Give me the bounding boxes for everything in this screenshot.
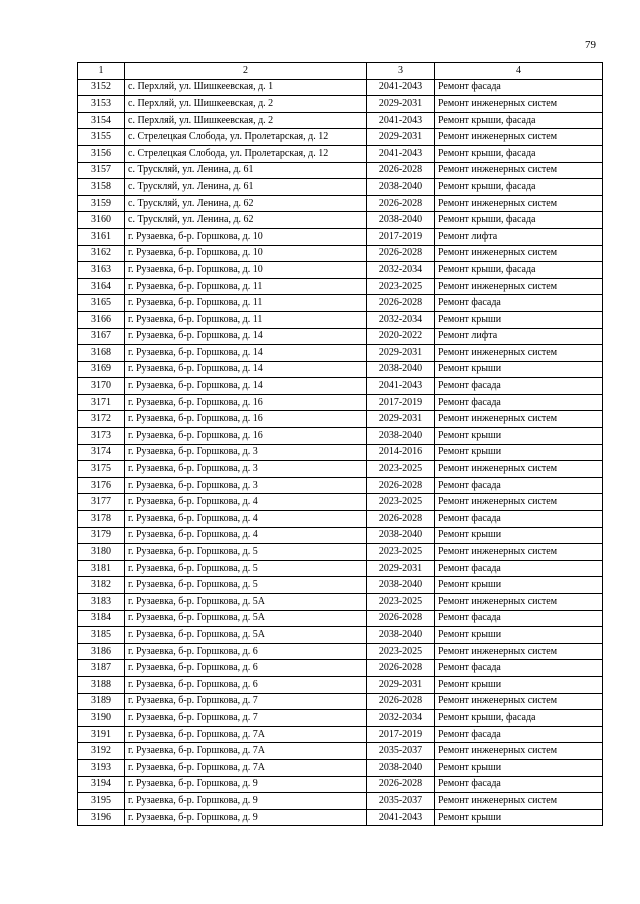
address-cell: г. Рузаевка, б-р. Горшкова, д. 16: [125, 428, 367, 445]
address-cell: г. Рузаевка, б-р. Горшкова, д. 7А: [125, 726, 367, 743]
address-cell: г. Рузаевка, б-р. Горшкова, д. 5А: [125, 610, 367, 627]
period-cell: 2017-2019: [367, 228, 435, 245]
table-row: [78, 477, 603, 494]
period-cell: 2038-2040: [367, 577, 435, 594]
row-number: 3188: [78, 676, 125, 693]
work-type-cell: Ремонт крыши: [435, 577, 603, 594]
period-cell: 2026-2028: [367, 477, 435, 494]
address-cell: г. Рузаевка, б-р. Горшкова, д. 7: [125, 693, 367, 710]
table-row: [78, 328, 603, 345]
period-cell: 2032-2034: [367, 262, 435, 279]
address-cell: г. Рузаевка, б-р. Горшкова, д. 14: [125, 361, 367, 378]
table-row: [78, 245, 603, 262]
row-number: 3169: [78, 361, 125, 378]
address-cell: г. Рузаевка, б-р. Горшкова, д. 10: [125, 228, 367, 245]
period-cell: 2023-2025: [367, 643, 435, 660]
address-cell: с. Стрелецкая Слобода, ул. Пролетарская, д. 12: [125, 129, 367, 146]
period-cell: 2041-2043: [367, 112, 435, 129]
table-row: [78, 594, 603, 611]
address-cell: г. Рузаевка, б-р. Горшкова, д. 5: [125, 560, 367, 577]
table-row: [78, 577, 603, 594]
address-cell: с. Перхляй, ул. Шишкеевская, д. 1: [125, 79, 367, 96]
work-type-cell: Ремонт инженерных систем: [435, 594, 603, 611]
row-number: 3193: [78, 759, 125, 776]
period-cell: 2041-2043: [367, 79, 435, 96]
work-type-cell: Ремонт крыши, фасада: [435, 112, 603, 129]
row-number: 3170: [78, 378, 125, 395]
address-cell: г. Рузаевка, б-р. Горшкова, д. 14: [125, 345, 367, 362]
table-row: [78, 145, 603, 162]
period-cell: 2029-2031: [367, 411, 435, 428]
table-row: [78, 361, 603, 378]
work-type-cell: Ремонт крыши: [435, 676, 603, 693]
row-number: 3182: [78, 577, 125, 594]
work-type-cell: Ремонт фасада: [435, 394, 603, 411]
address-cell: г. Рузаевка, б-р. Горшкова, д. 14: [125, 328, 367, 345]
row-number: 3155: [78, 129, 125, 146]
table-row: [78, 345, 603, 362]
address-cell: г. Рузаевка, б-р. Горшкова, д. 9: [125, 809, 367, 826]
row-number: 3194: [78, 776, 125, 793]
table-row: [78, 428, 603, 445]
address-cell: г. Рузаевка, б-р. Горшкова, д. 16: [125, 394, 367, 411]
row-number: 3163: [78, 262, 125, 279]
address-cell: г. Рузаевка, б-р. Горшкова, д. 10: [125, 262, 367, 279]
period-cell: 2026-2028: [367, 511, 435, 528]
row-number: 3154: [78, 112, 125, 129]
repair-schedule-table: [77, 62, 603, 826]
row-number: 3185: [78, 627, 125, 644]
table-row: [78, 809, 603, 826]
column-header-work-type: 4: [435, 63, 603, 80]
row-number: 3180: [78, 544, 125, 561]
row-number: 3158: [78, 179, 125, 196]
work-type-cell: Ремонт крыши: [435, 361, 603, 378]
address-cell: г. Рузаевка, б-р. Горшкова, д. 9: [125, 793, 367, 810]
period-cell: 2026-2028: [367, 776, 435, 793]
row-number: 3181: [78, 560, 125, 577]
row-number: 3176: [78, 477, 125, 494]
address-cell: г. Рузаевка, б-р. Горшкова, д. 4: [125, 511, 367, 528]
row-number: 3153: [78, 96, 125, 113]
period-cell: 2032-2034: [367, 710, 435, 727]
row-number: 3172: [78, 411, 125, 428]
work-type-cell: Ремонт инженерных систем: [435, 793, 603, 810]
address-cell: г. Рузаевка, б-р. Горшкова, д. 16: [125, 411, 367, 428]
table-row: [78, 643, 603, 660]
work-type-cell: Ремонт крыши: [435, 759, 603, 776]
period-cell: 2041-2043: [367, 378, 435, 395]
work-type-cell: Ремонт инженерных систем: [435, 129, 603, 146]
work-type-cell: Ремонт инженерных систем: [435, 162, 603, 179]
period-cell: 2026-2028: [367, 162, 435, 179]
period-cell: 2017-2019: [367, 726, 435, 743]
address-cell: с. Стрелецкая Слобода, ул. Пролетарская, д. 12: [125, 145, 367, 162]
row-number: 3178: [78, 511, 125, 528]
row-number: 3166: [78, 311, 125, 328]
period-cell: 2029-2031: [367, 96, 435, 113]
table-row: [78, 311, 603, 328]
address-cell: г. Рузаевка, б-р. Горшкова, д. 5А: [125, 627, 367, 644]
period-cell: 2041-2043: [367, 145, 435, 162]
column-header-number: 1: [78, 63, 125, 80]
work-type-cell: Ремонт инженерных систем: [435, 195, 603, 212]
table-row: [78, 511, 603, 528]
work-type-cell: Ремонт фасада: [435, 726, 603, 743]
address-cell: с. Перхляй, ул. Шишкеевская, д. 2: [125, 96, 367, 113]
row-number: 3175: [78, 461, 125, 478]
period-cell: 2029-2031: [367, 345, 435, 362]
table-row: [78, 776, 603, 793]
work-type-cell: Ремонт фасада: [435, 295, 603, 312]
table-row: [78, 759, 603, 776]
work-type-cell: Ремонт инженерных систем: [435, 345, 603, 362]
table-row: [78, 278, 603, 295]
table-row: [78, 112, 603, 129]
table-row: [78, 660, 603, 677]
period-cell: 2023-2025: [367, 594, 435, 611]
table-row: [78, 627, 603, 644]
table-row: [78, 743, 603, 760]
period-cell: 2026-2028: [367, 610, 435, 627]
address-cell: г. Рузаевка, б-р. Горшкова, д. 7А: [125, 743, 367, 760]
row-number: 3159: [78, 195, 125, 212]
work-type-cell: Ремонт инженерных систем: [435, 544, 603, 561]
address-cell: с. Трускляй, ул. Ленина, д. 62: [125, 212, 367, 229]
table-row: [78, 394, 603, 411]
work-type-cell: Ремонт фасада: [435, 79, 603, 96]
row-number: 3165: [78, 295, 125, 312]
table-body: [78, 79, 603, 826]
work-type-cell: Ремонт инженерных систем: [435, 278, 603, 295]
table-row: [78, 710, 603, 727]
page-number: 79: [585, 39, 596, 51]
table-row: [78, 262, 603, 279]
period-cell: 2026-2028: [367, 245, 435, 262]
period-cell: 2038-2040: [367, 627, 435, 644]
row-number: 3195: [78, 793, 125, 810]
row-number: 3156: [78, 145, 125, 162]
row-number: 3196: [78, 809, 125, 826]
table-row: [78, 527, 603, 544]
address-cell: с. Трускляй, ул. Ленина, д. 61: [125, 179, 367, 196]
row-number: 3168: [78, 345, 125, 362]
work-type-cell: Ремонт инженерных систем: [435, 693, 603, 710]
work-type-cell: Ремонт крыши, фасада: [435, 262, 603, 279]
table-row: [78, 162, 603, 179]
period-cell: 2038-2040: [367, 428, 435, 445]
work-type-cell: Ремонт лифта: [435, 228, 603, 245]
address-cell: г. Рузаевка, б-р. Горшкова, д. 11: [125, 278, 367, 295]
period-cell: 2017-2019: [367, 394, 435, 411]
work-type-cell: Ремонт крыши: [435, 809, 603, 826]
row-number: 3187: [78, 660, 125, 677]
work-type-cell: Ремонт фасада: [435, 378, 603, 395]
work-type-cell: Ремонт крыши, фасада: [435, 212, 603, 229]
table-row: [78, 461, 603, 478]
row-number: 3157: [78, 162, 125, 179]
row-number: 3164: [78, 278, 125, 295]
table-row: [78, 494, 603, 511]
period-cell: 2035-2037: [367, 793, 435, 810]
period-cell: 2038-2040: [367, 212, 435, 229]
period-cell: 2032-2034: [367, 311, 435, 328]
work-type-cell: Ремонт крыши, фасада: [435, 145, 603, 162]
period-cell: 2014-2016: [367, 444, 435, 461]
row-number: 3184: [78, 610, 125, 627]
period-cell: 2020-2022: [367, 328, 435, 345]
table-row: [78, 129, 603, 146]
row-number: 3179: [78, 527, 125, 544]
work-type-cell: Ремонт лифта: [435, 328, 603, 345]
work-type-cell: Ремонт фасада: [435, 660, 603, 677]
row-number: 3177: [78, 494, 125, 511]
period-cell: 2026-2028: [367, 295, 435, 312]
address-cell: г. Рузаевка, б-р. Горшкова, д. 10: [125, 245, 367, 262]
row-number: 3186: [78, 643, 125, 660]
period-cell: 2038-2040: [367, 759, 435, 776]
table-header-row: [78, 63, 603, 80]
address-cell: г. Рузаевка, б-р. Горшкова, д. 4: [125, 494, 367, 511]
row-number: 3161: [78, 228, 125, 245]
work-type-cell: Ремонт фасада: [435, 610, 603, 627]
table-row: [78, 544, 603, 561]
period-cell: 2029-2031: [367, 676, 435, 693]
period-cell: 2026-2028: [367, 660, 435, 677]
row-number: 3174: [78, 444, 125, 461]
work-type-cell: Ремонт инженерных систем: [435, 96, 603, 113]
work-type-cell: Ремонт фасада: [435, 511, 603, 528]
address-cell: г. Рузаевка, б-р. Горшкова, д. 11: [125, 295, 367, 312]
work-type-cell: Ремонт крыши: [435, 527, 603, 544]
table-row: [78, 411, 603, 428]
period-cell: 2023-2025: [367, 278, 435, 295]
period-cell: 2041-2043: [367, 809, 435, 826]
work-type-cell: Ремонт инженерных систем: [435, 411, 603, 428]
table-row: [78, 560, 603, 577]
address-cell: г. Рузаевка, б-р. Горшкова, д. 7А: [125, 759, 367, 776]
address-cell: г. Рузаевка, б-р. Горшкова, д. 5: [125, 544, 367, 561]
table-row: [78, 726, 603, 743]
row-number: 3152: [78, 79, 125, 96]
period-cell: 2038-2040: [367, 361, 435, 378]
work-type-cell: Ремонт крыши: [435, 627, 603, 644]
period-cell: 2035-2037: [367, 743, 435, 760]
address-cell: г. Рузаевка, б-р. Горшкова, д. 6: [125, 676, 367, 693]
row-number: 3190: [78, 710, 125, 727]
work-type-cell: Ремонт крыши, фасада: [435, 710, 603, 727]
work-type-cell: Ремонт фасада: [435, 776, 603, 793]
table-row: [78, 378, 603, 395]
work-type-cell: Ремонт инженерных систем: [435, 743, 603, 760]
address-cell: с. Перхляй, ул. Шишкеевская, д. 2: [125, 112, 367, 129]
table-row: [78, 228, 603, 245]
work-type-cell: Ремонт инженерных систем: [435, 461, 603, 478]
address-cell: г. Рузаевка, б-р. Горшкова, д. 6: [125, 660, 367, 677]
row-number: 3183: [78, 594, 125, 611]
work-type-cell: Ремонт крыши, фасада: [435, 179, 603, 196]
row-number: 3171: [78, 394, 125, 411]
table-row: [78, 79, 603, 96]
table-row: [78, 793, 603, 810]
work-type-cell: Ремонт крыши: [435, 311, 603, 328]
address-cell: г. Рузаевка, б-р. Горшкова, д. 7: [125, 710, 367, 727]
work-type-cell: Ремонт инженерных систем: [435, 245, 603, 262]
address-cell: г. Рузаевка, б-р. Горшкова, д. 4: [125, 527, 367, 544]
address-cell: с. Трускляй, ул. Ленина, д. 61: [125, 162, 367, 179]
table-row: [78, 96, 603, 113]
column-header-address: 2: [125, 63, 367, 80]
table-row: [78, 195, 603, 212]
row-number: 3189: [78, 693, 125, 710]
row-number: 3167: [78, 328, 125, 345]
table-row: [78, 295, 603, 312]
row-number: 3160: [78, 212, 125, 229]
work-type-cell: Ремонт крыши: [435, 444, 603, 461]
row-number: 3192: [78, 743, 125, 760]
address-cell: г. Рузаевка, б-р. Горшкова, д. 3: [125, 477, 367, 494]
period-cell: 2026-2028: [367, 195, 435, 212]
period-cell: 2029-2031: [367, 129, 435, 146]
table-row: [78, 444, 603, 461]
address-cell: с. Трускляй, ул. Ленина, д. 62: [125, 195, 367, 212]
period-cell: 2026-2028: [367, 693, 435, 710]
address-cell: г. Рузаевка, б-р. Горшкова, д. 9: [125, 776, 367, 793]
period-cell: 2038-2040: [367, 179, 435, 196]
address-cell: г. Рузаевка, б-р. Горшкова, д. 3: [125, 461, 367, 478]
address-cell: г. Рузаевка, б-р. Горшкова, д. 3: [125, 444, 367, 461]
row-number: 3173: [78, 428, 125, 445]
row-number: 3162: [78, 245, 125, 262]
address-cell: г. Рузаевка, б-р. Горшкова, д. 5А: [125, 594, 367, 611]
work-type-cell: Ремонт фасада: [435, 477, 603, 494]
table-row: [78, 212, 603, 229]
row-number: 3191: [78, 726, 125, 743]
work-type-cell: Ремонт инженерных систем: [435, 494, 603, 511]
address-cell: г. Рузаевка, б-р. Горшкова, д. 11: [125, 311, 367, 328]
work-type-cell: Ремонт фасада: [435, 560, 603, 577]
period-cell: 2029-2031: [367, 560, 435, 577]
table-row: [78, 179, 603, 196]
table-row: [78, 693, 603, 710]
work-type-cell: Ремонт крыши: [435, 428, 603, 445]
column-header-period: 3: [367, 63, 435, 80]
period-cell: 2023-2025: [367, 494, 435, 511]
address-cell: г. Рузаевка, б-р. Горшкова, д. 5: [125, 577, 367, 594]
work-type-cell: Ремонт инженерных систем: [435, 643, 603, 660]
address-cell: г. Рузаевка, б-р. Горшкова, д. 6: [125, 643, 367, 660]
period-cell: 2023-2025: [367, 544, 435, 561]
table-row: [78, 676, 603, 693]
address-cell: г. Рузаевка, б-р. Горшкова, д. 14: [125, 378, 367, 395]
table-row: [78, 610, 603, 627]
period-cell: 2023-2025: [367, 461, 435, 478]
period-cell: 2038-2040: [367, 527, 435, 544]
